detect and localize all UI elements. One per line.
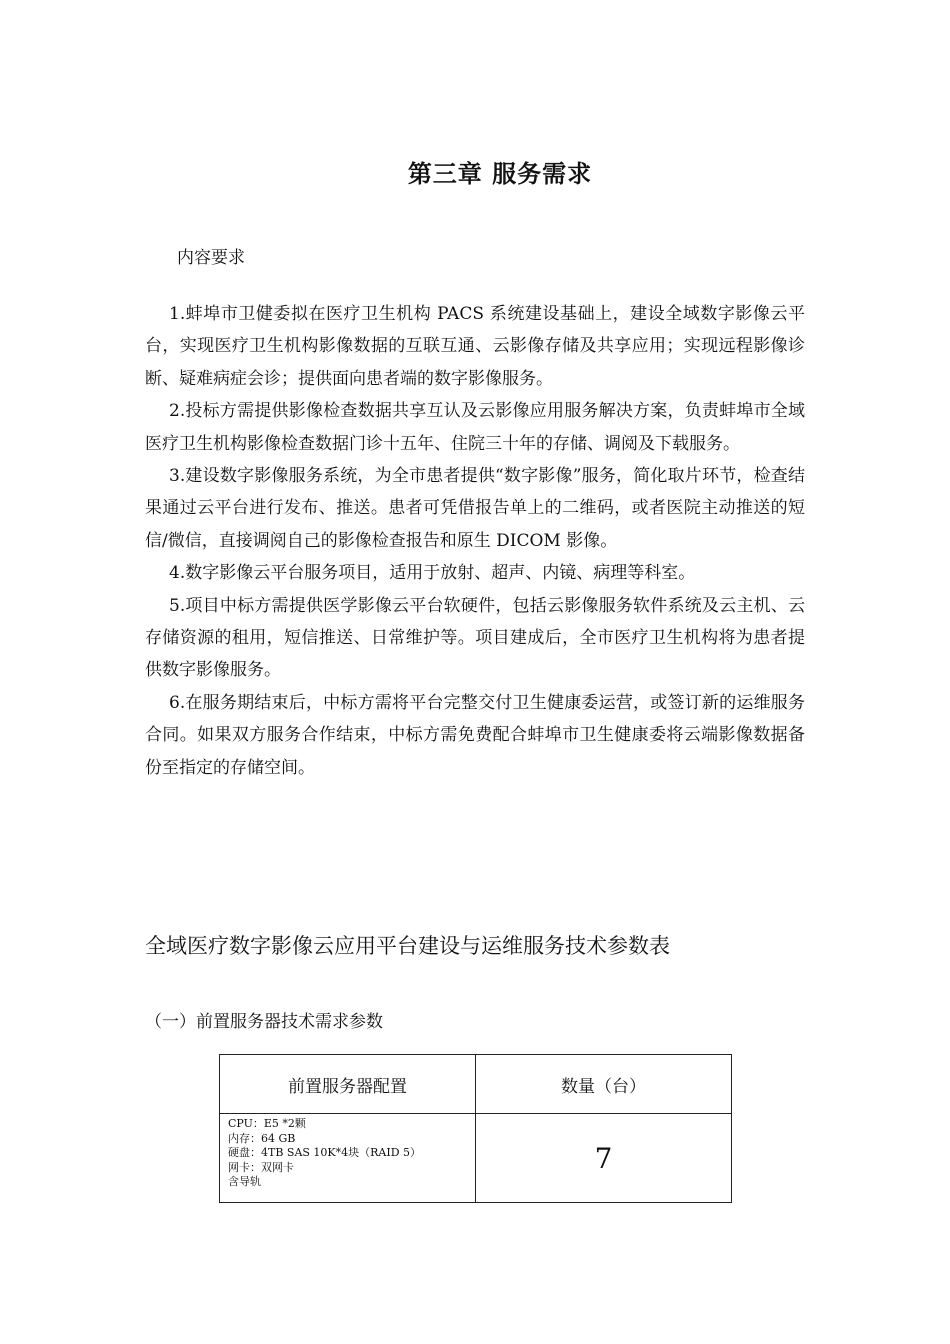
requirement-paragraph: 1.蚌埠市卫健委拟在医疗卫生机构 PACS 系统建设基础上，建设全域数字影像云平台，实现医疗卫生机构影像数据的互联互通、云影像存储及共享应用；实现远程影像诊断、疑难病症会诊；提供面向患者端的数字影像服务。 <box>145 304 805 389</box>
requirement-paragraph: 4.数字影像云平台服务项目，适用于放射、超声、内镜、病理等科室。 <box>169 563 696 584</box>
quantity-cell: 7 <box>476 1114 732 1203</box>
requirements-body <box>145 298 805 784</box>
requirement-paragraph: 6.在服务期结束后，中标方需将平台完整交付卫生健康委运营，或签订新的运维服务合同。如果双方服务合作结束，中标方需免费配合蚌埠市卫生健康委将云端影像数据备份至指定的存储空间。 <box>145 692 805 778</box>
config-cell <box>220 1114 476 1203</box>
content-requirements-heading: 内容要求 <box>177 248 245 268</box>
config-column-header: 前置服务器配置 <box>220 1055 476 1114</box>
config-line-memory: 内存：64 GB <box>228 1131 296 1145</box>
table-header-row <box>220 1055 732 1114</box>
config-line-rail: 含导轨 <box>228 1175 261 1188</box>
parameter-table-title: 全域医疗数字影像云应用平台建设与运维服务技术参数表 <box>145 934 670 958</box>
config-line-nic: 网卡：双网卡 <box>228 1160 294 1174</box>
config-line-cpu: CPU：E5 *2颗 <box>228 1117 306 1130</box>
chapter-title: 第三章 服务需求 <box>407 160 593 188</box>
table-row <box>220 1114 732 1203</box>
quantity-column-header: 数量（台） <box>476 1055 732 1114</box>
requirement-paragraph: 3.建设数字影像服务系统，为全市患者提供“数字影像”服务，简化取片环节，检查结果通过云平台进行发布、推送。患者可凭借报告单上的二维码，或者医院主动推送的短信/微信，直接调阅自己的影像检查报告和原生 DICOM 影像。 <box>145 466 805 551</box>
requirement-paragraph: 5.项目中标方需提供医学影像云平台软硬件，包括云影像服务软件系统及云主机、云存储资源的租用，短信推送、日常维护等。项目建成后，全市医疗卫生机构将为患者提供数字影像服务。 <box>145 595 805 681</box>
server-spec-table <box>219 1054 732 1203</box>
requirement-paragraph: 2.投标方需提供影像检查数据共享互认及云影像应用服务解决方案，负责蚌埠市全域医疗卫生机构影像检查数据门诊十五年、住院三十年的存储、调阅及下载服务。 <box>145 401 805 454</box>
config-line-disk: 硬盘：4TB SAS 10K*4块（RAID 5） <box>228 1146 422 1159</box>
section-label: （一）前置服务器技术需求参数 <box>145 1012 383 1032</box>
